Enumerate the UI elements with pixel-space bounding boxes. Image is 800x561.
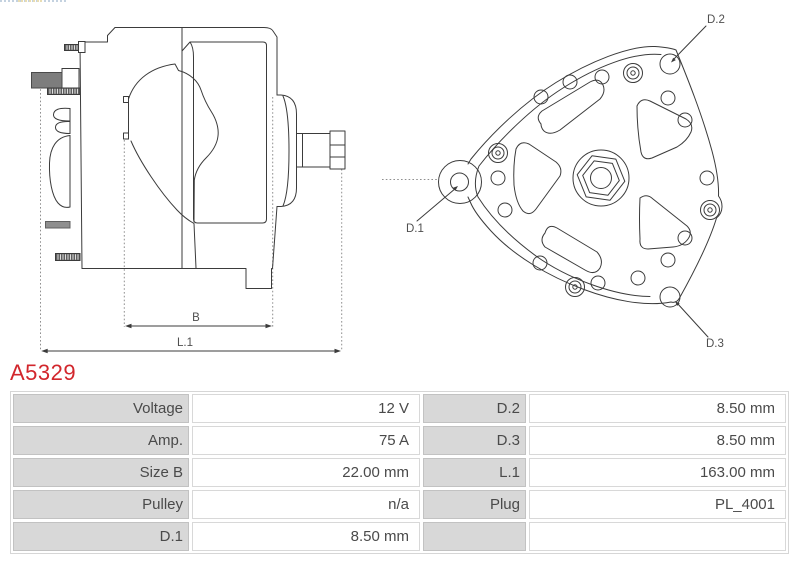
spec-value-cell: 75 A <box>192 426 420 455</box>
spec-label-cell: Size B <box>13 458 189 487</box>
alternator-rear-view <box>382 14 725 350</box>
alternator-side-view <box>32 28 346 354</box>
spec-value-cell: 8.50 mm <box>192 522 420 551</box>
shaft-nut <box>330 131 345 169</box>
spec-value-cell: 22.00 mm <box>192 458 420 487</box>
part-number: A5329 <box>10 360 77 385</box>
spec-label-cell: D.3 <box>423 426 526 455</box>
spec-label-cell: Amp. <box>13 426 189 455</box>
spec-value-cell: 163.00 mm <box>529 458 786 487</box>
center-hub <box>573 150 629 206</box>
spec-value-cell: 8.50 mm <box>529 426 786 455</box>
callout-label-d2: D.2 <box>707 14 725 26</box>
rivet-bottom <box>566 278 585 297</box>
terminal-bolt <box>32 73 63 89</box>
spec-label-cell <box>423 522 526 551</box>
spec-label-cell: L.1 <box>423 458 526 487</box>
dimension-label-l1: L.1 <box>177 337 193 349</box>
spec-label-cell: D.2 <box>423 394 526 423</box>
spec-value-cell: PL_4001 <box>529 490 786 519</box>
dimension-label-b: B <box>192 312 200 324</box>
spec-value-cell: 12 V <box>192 394 420 423</box>
callout-label-d1: D.1 <box>406 223 424 235</box>
spec-value-cell: 8.50 mm <box>529 394 786 423</box>
spec-label-cell: Plug <box>423 490 526 519</box>
rivet-right <box>701 201 720 220</box>
spec-label-cell: Pulley <box>13 490 189 519</box>
spec-value-cell: n/a <box>192 490 420 519</box>
vent-holes <box>491 70 714 290</box>
spec-table <box>10 391 789 554</box>
d2-hole <box>660 54 680 74</box>
spec-value-cell <box>529 522 786 551</box>
spec-label-cell: Voltage <box>13 394 189 423</box>
cutout-petals <box>514 80 692 272</box>
callout-label-d3: D.3 <box>706 338 724 350</box>
rivet-left <box>489 144 508 163</box>
rivet-top <box>624 64 643 83</box>
spec-label-cell: D.1 <box>13 522 189 551</box>
